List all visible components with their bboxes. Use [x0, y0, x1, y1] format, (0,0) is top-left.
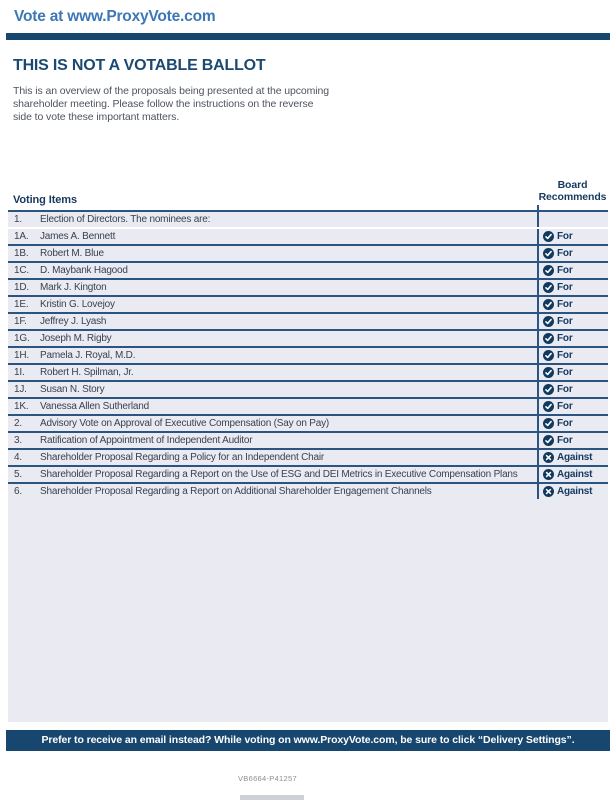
item-text: Robert M. Blue	[40, 248, 104, 259]
item-text: D. Maybank Hagood	[40, 265, 128, 276]
voting-item-cell	[8, 365, 537, 380]
x-circle-icon	[543, 486, 554, 497]
item-text: Joseph M. Rigby	[40, 333, 112, 344]
recommendation-icon-slot	[543, 333, 554, 344]
recommendation-label: For	[557, 248, 573, 259]
recommendation-icon-slot	[543, 384, 554, 395]
voting-item-cell	[8, 416, 537, 431]
recommendation-icon-slot	[543, 282, 554, 293]
item-text: Susan N. Story	[40, 384, 105, 395]
recommendation-cell	[537, 229, 608, 244]
recommendation-icon-slot	[543, 435, 554, 446]
recommendation-label: For	[557, 401, 573, 412]
recommendation-icon-slot	[543, 350, 554, 361]
item-number: 1G.	[14, 333, 30, 344]
check-circle-icon	[543, 333, 554, 344]
recommendation-icon-slot	[543, 248, 554, 259]
item-text: Kristin G. Lovejoy	[40, 299, 115, 310]
intro-paragraph: This is an overview of the proposals being presented at the upcoming shareholder meeting. Please follow the instructions on the reverse side to vote these important matters.	[13, 85, 329, 123]
item-number: 1I.	[14, 367, 25, 378]
board-recommends-line2: Recommends	[538, 190, 607, 203]
recommendation-icon-slot	[543, 316, 554, 327]
check-circle-icon	[543, 231, 554, 242]
table-row	[8, 263, 608, 280]
recommendation-icon-slot	[543, 469, 554, 480]
recommendation-label: For	[557, 435, 573, 446]
table-row	[8, 212, 608, 229]
voting-item-cell	[8, 467, 537, 482]
voting-item-cell	[8, 484, 537, 499]
recommendation-label: For	[557, 333, 573, 344]
voting-item-cell	[8, 246, 537, 261]
item-text: Ratification of Appointment of Independent Auditor	[40, 435, 253, 446]
recommendation-cell	[537, 246, 608, 261]
voting-item-cell	[8, 263, 537, 278]
recommendation-label: For	[557, 231, 573, 242]
item-text: Pamela J. Royal, M.D.	[40, 350, 136, 361]
item-number: 1F.	[14, 316, 27, 327]
check-circle-icon	[543, 248, 554, 259]
recommendation-label: For	[557, 350, 573, 361]
table-row	[8, 382, 608, 399]
recommendation-cell	[537, 399, 608, 414]
recommendation-cell	[537, 416, 608, 431]
table-row	[8, 365, 608, 382]
item-number: 1E.	[14, 299, 29, 310]
check-circle-icon	[543, 316, 554, 327]
item-number: 4.	[14, 452, 22, 463]
recommendation-cell	[537, 433, 608, 448]
recommendation-label: Against	[557, 486, 593, 497]
cut-off-bottom-mark	[240, 795, 304, 800]
voting-table-rows	[8, 210, 608, 501]
board-recommends-line1: Board	[557, 179, 588, 191]
check-circle-icon	[543, 384, 554, 395]
item-number: 3.	[14, 435, 22, 446]
table-row	[8, 297, 608, 314]
check-circle-icon	[543, 418, 554, 429]
item-number: 1C.	[14, 265, 29, 276]
check-circle-icon	[543, 435, 554, 446]
voting-item-cell	[8, 348, 537, 363]
item-number: 1K.	[14, 401, 29, 412]
voting-item-cell	[8, 331, 537, 346]
recommendation-label: For	[557, 367, 573, 378]
item-number: 1B.	[14, 248, 29, 259]
item-text: Mark J. Kington	[40, 282, 107, 293]
recommendation-cell	[537, 365, 608, 380]
email-preference-banner: Prefer to receive an email instead? While voting on www.ProxyVote.com, be sure to click “Delivery Settings”.	[6, 730, 610, 751]
table-row	[8, 229, 608, 246]
item-text: Vanessa Allen Sutherland	[40, 401, 149, 412]
item-text: Shareholder Proposal Regarding a Report on the Use of ESG and DEI Metrics in Executive Compensation Plans	[40, 469, 518, 480]
item-number: 1.	[14, 214, 22, 225]
recommendation-cell	[537, 467, 608, 482]
voting-item-cell	[8, 450, 537, 465]
table-row	[8, 433, 608, 450]
voting-item-cell	[8, 297, 537, 312]
recommendation-icon-slot	[543, 452, 554, 463]
x-circle-icon	[543, 469, 554, 480]
voting-item-cell	[8, 212, 537, 227]
recommendation-icon-slot	[543, 299, 554, 310]
table-row	[8, 467, 608, 484]
recommendation-cell	[537, 280, 608, 295]
check-circle-icon	[543, 299, 554, 310]
vote-url-heading: Vote at www.ProxyVote.com	[14, 8, 216, 25]
table-row	[8, 246, 608, 263]
check-circle-icon	[543, 401, 554, 412]
recommendation-cell	[537, 314, 608, 329]
recommendation-cell	[537, 450, 608, 465]
table-row	[8, 450, 608, 467]
recommendation-label: For	[557, 384, 573, 395]
recommendation-label: For	[557, 282, 573, 293]
recommendation-icon-slot	[543, 401, 554, 412]
voting-item-cell	[8, 314, 537, 329]
voting-item-cell	[8, 399, 537, 414]
recommendation-icon-slot	[543, 367, 554, 378]
table-row	[8, 314, 608, 331]
item-text: Election of Directors. The nominees are:	[40, 214, 211, 225]
item-number: 1J.	[14, 384, 27, 395]
check-circle-icon	[543, 367, 554, 378]
voting-item-cell	[8, 382, 537, 397]
item-number: 2.	[14, 418, 22, 429]
recommendation-cell	[537, 484, 608, 499]
table-row	[8, 331, 608, 348]
voting-item-cell	[8, 280, 537, 295]
item-text: Advisory Vote on Approval of Executive Compensation (Say on Pay)	[40, 418, 330, 429]
voting-item-cell	[8, 433, 537, 448]
recommendation-icon-slot	[543, 265, 554, 276]
recommendation-label: Against	[557, 452, 593, 463]
item-number: 5.	[14, 469, 22, 480]
document-code: VB6664-P41257	[238, 774, 297, 783]
item-text: Robert H. Spilman, Jr.	[40, 367, 134, 378]
recommendation-cell	[537, 382, 608, 397]
recommendation-icon-slot	[543, 231, 554, 242]
recommendation-cell	[537, 263, 608, 278]
item-number: 1D.	[14, 282, 29, 293]
page-title: THIS IS NOT A VOTABLE BALLOT	[13, 57, 266, 74]
item-text: Jeffrey J. Lyash	[40, 316, 107, 327]
item-text: Shareholder Proposal Regarding a Policy for an Independent Chair	[40, 452, 325, 463]
recommendation-label: For	[557, 265, 573, 276]
table-row	[8, 280, 608, 297]
table-row	[8, 399, 608, 416]
item-text: James A. Bennett	[40, 231, 116, 242]
check-circle-icon	[543, 265, 554, 276]
recommendation-icon-slot	[543, 418, 554, 429]
recommendation-label: Against	[557, 469, 593, 480]
check-circle-icon	[543, 350, 554, 361]
table-row	[8, 348, 608, 365]
recommendation-cell	[537, 297, 608, 312]
recommendation-cell	[537, 348, 608, 363]
recommendation-label: For	[557, 418, 573, 429]
recommendation-icon-slot	[543, 486, 554, 497]
column-header-voting-items: Voting Items	[13, 194, 77, 206]
item-text: Shareholder Proposal Regarding a Report on Additional Shareholder Engagement Channels	[40, 486, 432, 497]
recommendation-cell	[537, 331, 608, 346]
item-number: 1A.	[14, 231, 29, 242]
x-circle-icon	[543, 452, 554, 463]
check-circle-icon	[543, 282, 554, 293]
empty-shaded-region	[8, 499, 608, 722]
column-header-board-recommends	[537, 180, 608, 203]
table-row	[8, 416, 608, 433]
item-number: 6.	[14, 486, 22, 497]
voting-item-cell	[8, 229, 537, 244]
recommendation-cell	[537, 212, 608, 227]
header-divider-bar	[6, 33, 610, 40]
item-number: 1H.	[14, 350, 29, 361]
recommendation-label: For	[557, 299, 573, 310]
recommendation-label: For	[557, 316, 573, 327]
